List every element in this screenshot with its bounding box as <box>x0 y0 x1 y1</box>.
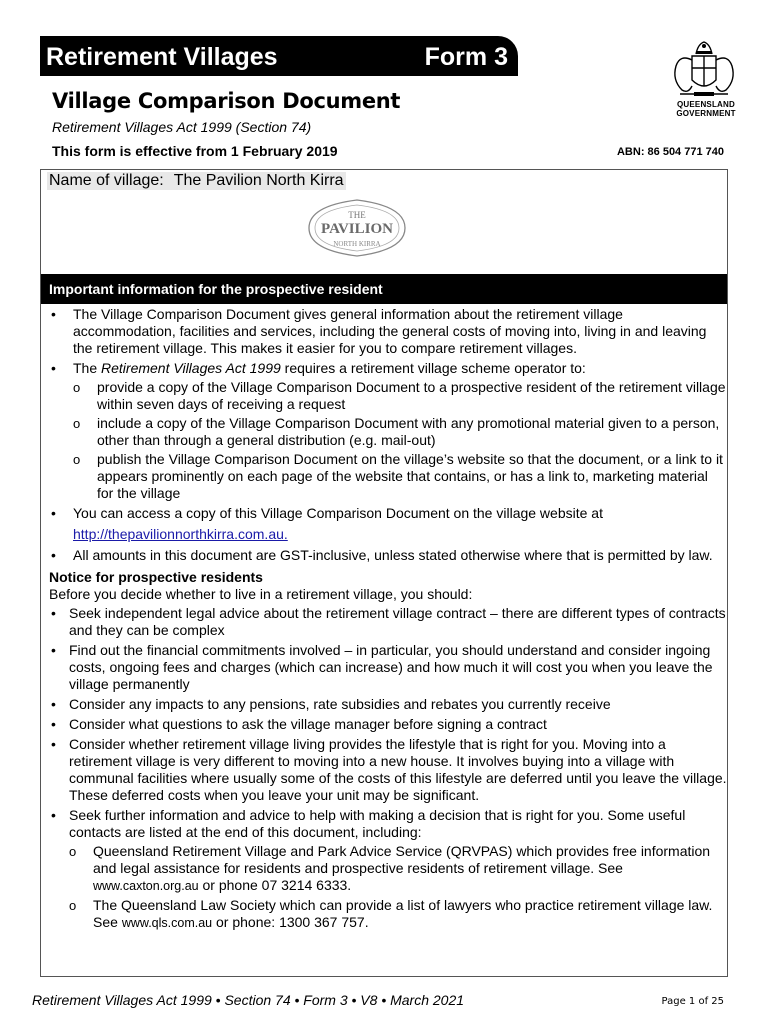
list-item <box>41 716 727 733</box>
circle-bullet-icon: o <box>69 898 77 913</box>
list-item <box>41 605 727 639</box>
circle-bullet-icon: o <box>69 844 77 859</box>
notice-intro: Before you decide whether to live in a retirement village, you should: <box>49 586 473 602</box>
bullet-icon: • <box>51 505 56 521</box>
village-name-label: Name of village: <box>49 172 164 189</box>
list-item <box>41 807 727 932</box>
list-item <box>41 547 727 564</box>
info-text: The <box>73 360 102 376</box>
gov-line-2: GOVERNMENT <box>676 109 736 118</box>
qls-url[interactable]: www.qls.com.au <box>121 916 213 930</box>
notice-text: Find out the financial commitments involved – in particular, you should understand and consider ingoing costs, ongoing fees and charges (which can increase) and how much it will cost you when you leave the village permanently <box>69 642 713 692</box>
circle-bullet-icon: o <box>73 416 81 431</box>
notice-text: Consider whether retirement village living provides the lifestyle that is right for you. Moving into a retirement village is very different to moving into a new house. It involves buying into a village with communal facilities where usually some of the costs of this lifestyle are deferred until you leave the village. These deferred costs when you leave your unit may be significant. <box>69 736 727 803</box>
sub-list-item <box>69 843 727 895</box>
bullet-icon: • <box>51 642 56 658</box>
form-number: Form 3 <box>424 43 508 71</box>
notice-list <box>41 605 727 932</box>
important-info-heading-text: Important information for the prospective resident <box>49 281 383 297</box>
form-banner <box>40 36 518 76</box>
logo-top-text: THE <box>348 210 366 220</box>
info-text: All amounts in this document are GST-inclusive, unless stated otherwise where that is permitted by law. <box>73 547 713 563</box>
document-title: Village Comparison Document <box>52 89 401 113</box>
info-text: The Village Comparison Document gives general information about the retirement village accommodation, facilities and services, including the general costs of moving into, living in and leaving the retirement village. This makes it easier for you to compare retirement villages. <box>73 306 707 356</box>
footer-citation: Retirement Villages Act 1999 • Section 74 • Form 3 • V8 • March 2021 <box>32 992 465 1008</box>
document-body <box>41 306 727 935</box>
sub-text: publish the Village Comparison Document on the village’s website so that the document, or a link to it appears prominently on each page of the website that contains, or has a link to, marketing material for the village <box>97 451 723 501</box>
qrvpas-url[interactable]: www.caxton.org.au <box>93 879 199 893</box>
gov-line-1: QUEENSLAND <box>676 100 735 109</box>
sub-list-item <box>69 897 727 932</box>
bullet-icon: • <box>51 360 56 376</box>
notice-heading: Notice for prospective residents <box>49 569 263 585</box>
notice-text: Seek independent legal advice about the retirement village contract – there are different types of contracts and they can be complex <box>69 605 726 638</box>
info-text: You can access a copy of this Village Comparison Document on the village website at <box>73 505 603 521</box>
banner-title: Retirement Villages <box>46 43 278 71</box>
bullet-icon: • <box>51 807 56 823</box>
sub-list-item <box>73 415 727 449</box>
contact-phone: or phone: 1300 367 757. <box>212 914 369 930</box>
notice-text: Consider any impacts to any pensions, rate subsidies and rebates you currently receive <box>69 696 611 712</box>
circle-bullet-icon: o <box>73 380 81 395</box>
bullet-icon: • <box>51 696 56 712</box>
list-item <box>41 360 727 502</box>
info-text: requires a retirement village scheme operator to: <box>280 360 586 376</box>
pavilion-logo <box>305 196 409 260</box>
list-item <box>41 696 727 713</box>
contact-phone: or phone 07 3214 6333. <box>198 877 352 893</box>
notice-text: Consider what questions to ask the village manager before signing a contract <box>69 716 547 732</box>
bullet-icon: • <box>51 605 56 621</box>
circle-bullet-icon: o <box>73 452 81 467</box>
notice-text: Seek further information and advice to help with making a decision that is right for you. Some useful contacts are listed at the end of this document, including: <box>69 807 686 840</box>
act-reference: Retirement Villages Act 1999 (Section 74) <box>52 119 312 135</box>
contact-text: The Queensland Law Society which can provide a list of lawyers who practice retirement village law. See <box>93 897 713 930</box>
sub-text: include a copy of the Village Comparison Document with any promotional material given to a person, other than through a general distribution (e.g. mail-out) <box>97 415 720 448</box>
village-website-link[interactable]: http://thepavilionnorthkirra.com.au. <box>73 526 288 542</box>
bullet-icon: • <box>51 736 56 752</box>
government-wordmark <box>664 100 748 118</box>
sub-list-item <box>73 451 727 502</box>
bullet-icon: • <box>51 547 56 563</box>
act-name: Retirement Villages Act 1999 <box>101 360 281 376</box>
list-item <box>41 306 727 357</box>
effective-date: This form is effective from 1 February 2019 <box>52 143 338 159</box>
list-item <box>41 505 727 543</box>
abn-number: ABN: 86 504 771 740 <box>616 146 724 158</box>
sub-list <box>73 379 727 502</box>
main-content-box <box>40 169 728 977</box>
logo-bottom-text: NORTH KIRRA <box>333 240 381 248</box>
bullet-icon: • <box>51 306 56 322</box>
village-name-value: The Pavilion North Kirra <box>173 172 344 189</box>
village-name-field <box>47 172 346 190</box>
contact-text: Queensland Retirement Village and Park Advice Service (QRVPAS) which provides free information and legal assistance for residents and prospective residents of retirement village. See <box>93 843 711 876</box>
bullet-icon: • <box>51 716 56 732</box>
info-list <box>41 306 727 564</box>
important-info-heading <box>41 274 727 304</box>
contacts-list <box>69 843 727 932</box>
page-number: Page 1 of 25 <box>661 996 724 1007</box>
list-item <box>41 642 727 693</box>
logo-main-text: PAVILION <box>321 221 393 237</box>
list-item <box>41 736 727 804</box>
sub-list-item <box>73 379 727 413</box>
sub-text: provide a copy of the Village Comparison Document to a prospective resident of the retirement village within seven days of receiving a request <box>97 379 726 412</box>
